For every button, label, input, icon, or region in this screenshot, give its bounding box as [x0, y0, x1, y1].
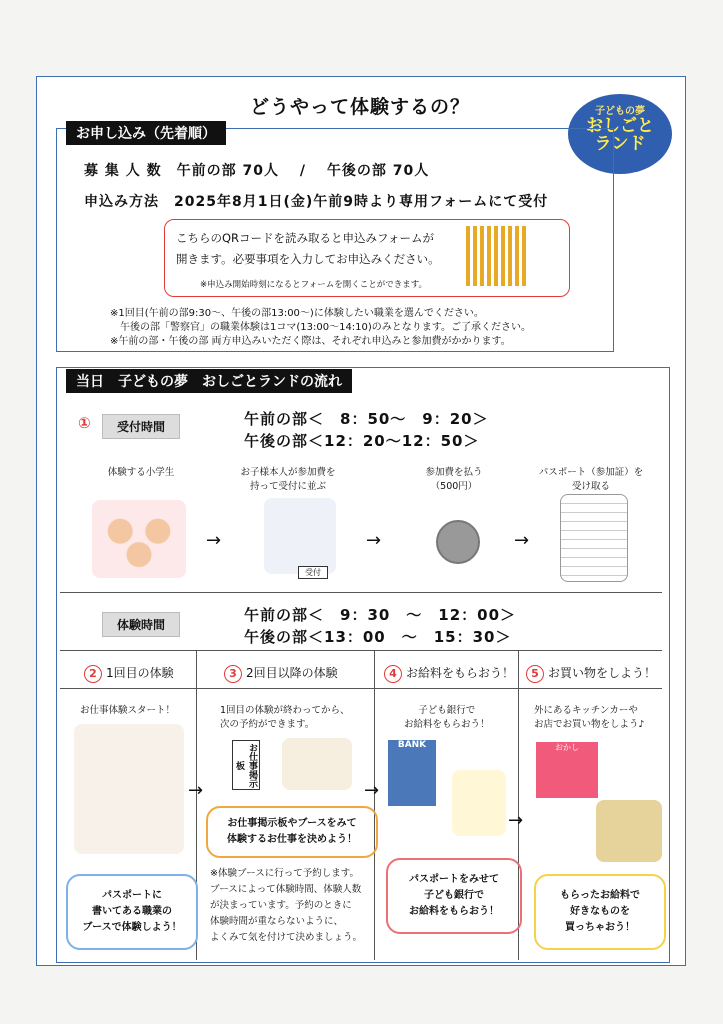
col3-heading: 3 2回目以降の体験 — [224, 664, 338, 683]
reception-sign: 受付 — [298, 566, 328, 579]
col3-note: ※体験ブースに行って予約します。 ブースによって体験時間、体験人数 が決まっています。予約のときに 体験時間が重ならないように、 よくみて気を付けて決めましょう。 — [210, 868, 363, 943]
page-title: どうやって体験するの？ — [250, 96, 471, 118]
experience-tag: 体験時間 — [102, 612, 180, 637]
arrow-icon: → — [188, 780, 204, 801]
capacity-line: 募 集 人 数 午前の部 70人 / 午後の部 70人 — [84, 163, 430, 179]
note-1: ※1回目(午前の部9:30～、午後の部13:00～)に体験したい職業を選んでください。 — [110, 308, 484, 319]
col3-desc: 1回目の体験が終わってから、 次の予約ができます。 — [220, 705, 350, 730]
reception-staff-illustration — [264, 498, 336, 574]
note-3: ※午前の部・午後の部 両方申込みいただく際は、それぞれ申込みと参加費がかかります。 — [110, 336, 511, 347]
passport-icon — [560, 494, 628, 582]
event-logo: 子どもの夢 おしごと ランド — [568, 94, 672, 174]
arrow-icon: → — [514, 530, 530, 551]
coin-icon — [436, 520, 480, 564]
reception-am: 午前の部＜ 8：50～ 9：20＞ — [244, 410, 489, 428]
col2-bubble: パスポートに 書いてある職業の ブースで体験しよう！ — [66, 874, 198, 950]
method-line: 申込み方法 2025年8月1日(金)午前9時より専用フォームにて受付 — [84, 194, 549, 210]
col4-bubble: パスポートをみせて 子ども銀行で お給料をもらおう！ — [386, 858, 522, 934]
application-header: お申し込み（先着順） — [66, 121, 226, 145]
col-separator — [374, 650, 375, 960]
note-2: 午後の部「警察官」の職業体験は1コマ(13:00～14:10)のみとなります。ご了承ください。 — [120, 322, 532, 333]
reception-pm: 午後の部＜12：20～12：50＞ — [244, 432, 480, 450]
col4-desc: 子ども銀行で お給料をもらおう！ — [404, 705, 490, 730]
job-board-sign: お仕事掲示板 — [232, 740, 260, 790]
qr-note: ※申込み開始時刻になるとフォームを開くことができます。 — [200, 280, 428, 290]
divider — [60, 650, 662, 651]
divider — [60, 688, 662, 689]
reception-tag: 受付時間 — [102, 414, 180, 439]
workers-illustration — [74, 724, 184, 854]
flow-header: 当日 子どもの夢 おしごとランドの流れ — [66, 369, 352, 393]
happy-child-illustration — [452, 770, 506, 836]
flow-cap-1: 体験する小学生 — [107, 467, 175, 478]
arrow-icon: → — [206, 530, 222, 551]
shop-illustration: おかし — [536, 742, 598, 798]
bank-building: BANK — [388, 740, 436, 806]
qr-text-1: こちらのQRコードを読み取ると申込みフォームが — [176, 231, 434, 245]
arrow-icon: → — [364, 780, 380, 801]
col5-bubble: もらったお給料で 好きなものを 買っちゃおう！ — [534, 874, 666, 950]
kids-board-illustration — [282, 738, 352, 790]
qr-code[interactable] — [466, 226, 526, 286]
children-illustration — [92, 500, 186, 578]
experience-am: 午前の部＜ 9：30 ～ 12：00＞ — [244, 606, 517, 624]
divider — [60, 592, 662, 593]
flow-cap-2: お子様本人が参加費を 持って受付に並ぶ — [240, 467, 336, 492]
step1-number: ① — [78, 414, 91, 432]
col2-desc: お仕事体験スタート！ — [80, 705, 176, 716]
arrow-icon: → — [508, 810, 524, 831]
kitchen-car-illustration — [596, 800, 662, 862]
experience-pm: 午後の部＜13：00 ～ 15：30＞ — [244, 628, 512, 646]
col3-bubble: お仕事掲示板やブースをみて 体験するお仕事を決めよう！ — [206, 806, 378, 858]
flow-cap-3: 参加費を払う （500円） — [425, 467, 483, 492]
qr-text-2: 開きます。必要事項を入力してお申込みください。 — [176, 252, 440, 266]
col5-desc: 外にあるキッチンカーや お店でお買い物をしよう♪ — [534, 705, 645, 730]
arrow-icon: → — [366, 530, 382, 551]
col5-heading: 5 お買い物をしよう！ — [526, 664, 656, 683]
col2-heading: 2 1回目の体験 — [84, 664, 174, 683]
col4-heading: 4 お給料をもらおう！ — [384, 664, 514, 683]
flow-cap-4: パスポート（参加証）を 受け取る — [538, 467, 644, 492]
